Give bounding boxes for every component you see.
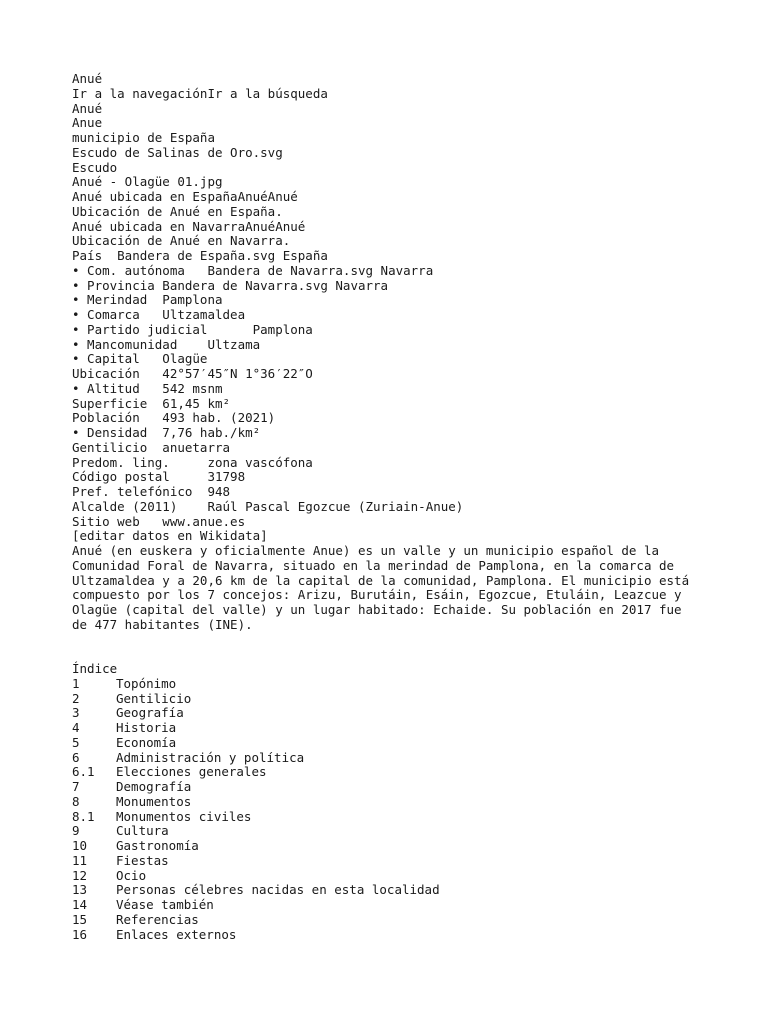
toc-item[interactable] xyxy=(72,780,712,795)
toc-item-label[interactable]: Gastronomía xyxy=(116,838,199,853)
page-title: Anué xyxy=(72,71,103,86)
toc-item-number: 14 xyxy=(72,897,88,912)
toc-item-number: 6.1 xyxy=(72,764,95,780)
toc-item-number: 9 xyxy=(72,823,80,839)
map-spain-caption: Ubicación de Anué en España. xyxy=(72,203,283,219)
toc-item-number: 8 xyxy=(72,793,80,809)
toc-item-number: 10 xyxy=(72,838,88,853)
intro-paragraph-line: Comunidad Foral de Navarra, situado en la merindad de Pamplona, en la comarca de xyxy=(72,557,675,573)
toc-item-label[interactable]: Enlaces externos xyxy=(116,926,237,942)
toc-item[interactable] xyxy=(72,751,712,766)
infobox-row-comarca: • Comarca Ultzamaldea xyxy=(72,307,246,322)
infobox-row-predom-ling: Predom. ling. zona vascófona xyxy=(72,454,313,470)
toc-item-number: 3 xyxy=(72,705,80,721)
toc-item-label[interactable]: Economía xyxy=(116,734,177,750)
toc-item[interactable] xyxy=(72,810,712,825)
toc-item[interactable] xyxy=(72,765,712,780)
toc-item-number: 4 xyxy=(72,720,80,735)
infobox-row-densidad: • Densidad 7,76 hab./km² xyxy=(72,425,261,440)
infobox-row-pref-telefonico: Pref. telefónico 948 xyxy=(72,484,231,499)
toc-item-label[interactable]: Historia xyxy=(116,720,177,735)
toc-item-number: 12 xyxy=(72,867,88,883)
coat-of-arms-file[interactable]: Escudo de Salinas de Oro.svg xyxy=(72,144,283,160)
infobox-row-provincia: • Provincia Bandera de Navarra.svg Navarra xyxy=(72,277,389,293)
map-spain-alt: Anué ubicada en EspañaAnuéAnué xyxy=(72,189,298,204)
document-page xyxy=(72,72,712,942)
intro-paragraph-line: compuesto por los 7 concejos: Arizu, Burutáin, Esáin, Egozcue, Etuláin, Leazcue y xyxy=(72,587,682,603)
toc-item-label[interactable]: Gentilicio xyxy=(116,690,192,706)
toc-item[interactable] xyxy=(72,913,712,928)
toc-item-label[interactable]: Monumentos xyxy=(116,793,192,809)
toc-item[interactable] xyxy=(72,677,712,692)
toc-item-number: 1 xyxy=(72,675,80,691)
table-of-contents xyxy=(72,677,712,943)
toc-item[interactable] xyxy=(72,898,712,913)
toc-item-label[interactable]: Personas célebres nacidas en esta localidad xyxy=(116,882,440,898)
toc-item-label[interactable]: Cultura xyxy=(116,823,169,839)
toc-item-label[interactable]: Véase también xyxy=(116,897,214,912)
toc-item-label[interactable]: Topónimo xyxy=(116,675,177,691)
toc-item-label[interactable]: Referencias xyxy=(116,911,199,927)
toc-title: Índice xyxy=(72,661,118,676)
toc-item[interactable] xyxy=(72,736,712,751)
toc-item[interactable] xyxy=(72,928,712,943)
toc-item[interactable] xyxy=(72,869,712,884)
infobox-row-gentilicio: Gentilicio anuetarra xyxy=(72,439,231,455)
toc-item-number: 6 xyxy=(72,749,80,765)
toc-item-number: 11 xyxy=(72,852,88,868)
infobox-type: municipio de España xyxy=(72,130,215,145)
infobox-row-mancomunidad: • Mancomunidad Ultzama xyxy=(72,336,261,352)
toc-item-number: 8.1 xyxy=(72,808,95,824)
infobox-row-sitio-web[interactable]: Sitio web www.anue.es xyxy=(72,513,246,529)
intro-paragraph-line: Olagüe (capital del valle) y un lugar habitado: Echaide. Su población en 2017 fue xyxy=(72,602,682,617)
toc-item-label[interactable]: Ocio xyxy=(116,867,147,883)
infobox-row-capital: • Capital Olagüe xyxy=(72,351,208,367)
intro-paragraph-line: de 477 habitantes (INE). xyxy=(72,616,253,632)
toc-item[interactable] xyxy=(72,795,712,810)
infobox-row-superficie: Superficie 61,45 km² xyxy=(72,395,231,411)
infobox-row-ubicacion: Ubicación 42°57′45″N 1°36′22″O xyxy=(72,366,313,381)
toc-item-number: 7 xyxy=(72,779,80,794)
infobox-row-merindad: • Merindad Pamplona xyxy=(72,292,223,308)
toc-item[interactable] xyxy=(72,854,712,869)
toc-item[interactable] xyxy=(72,692,712,707)
toc-item[interactable] xyxy=(72,824,712,839)
intro-paragraph-line: Ultzamaldea y a 20,6 km de la capital de la comunidad, Pamplona. El municipio está xyxy=(72,572,690,588)
spacer xyxy=(72,633,712,663)
toc-item-number: 15 xyxy=(72,911,88,927)
infobox-row-pais: País Bandera de España.svg España xyxy=(72,248,328,263)
infobox-official-name: Anue xyxy=(72,115,103,131)
toc-item-number: 16 xyxy=(72,926,88,942)
toc-item-number: 2 xyxy=(72,690,80,706)
map-navarra-caption: Ubicación de Anué en Navarra. xyxy=(72,233,291,249)
toc-item-label[interactable]: Geografía xyxy=(116,705,184,721)
toc-item-label[interactable]: Fiestas xyxy=(116,852,169,868)
coat-of-arms-label: Escudo xyxy=(72,159,118,175)
infobox-row-com-autonoma: • Com. autónoma Bandera de Navarra.svg Navarra xyxy=(72,262,434,278)
toc-item[interactable] xyxy=(72,721,712,736)
infobox-row-alcalde: Alcalde (2011) Raúl Pascal Egozcue (Zuriain-Anue) xyxy=(72,498,464,514)
toc-item[interactable] xyxy=(72,883,712,898)
infobox-row-codigo-postal: Código postal 31798 xyxy=(72,469,246,485)
toc-item-number: 5 xyxy=(72,734,80,750)
map-navarra-alt: Anué ubicada en NavarraAnuéAnué xyxy=(72,218,306,234)
toc-item-label[interactable]: Administración y política xyxy=(116,749,305,765)
infobox-row-altitud: • Altitud 542 msnm xyxy=(72,380,223,396)
infobox-row-partido-judicial: • Partido judicial Pamplona xyxy=(72,321,313,337)
toc-item-number: 13 xyxy=(72,882,88,898)
skip-navigation-links[interactable]: Ir a la navegaciónIr a la búsqueda xyxy=(72,85,328,101)
photo-file[interactable]: Anué - Olagüe 01.jpg xyxy=(72,174,223,190)
toc-item[interactable] xyxy=(72,706,712,721)
infobox-name: Anué xyxy=(72,100,103,116)
intro-paragraph-line: Anué (en euskera y oficialmente Anue) es un valle y un municipio español de la xyxy=(72,543,659,558)
toc-item[interactable] xyxy=(72,839,712,854)
toc-item-label[interactable]: Elecciones generales xyxy=(116,764,267,780)
infobox-row-poblacion: Población 493 hab. (2021) xyxy=(72,410,276,426)
toc-item-label[interactable]: Demografía xyxy=(116,779,192,794)
toc-item-label[interactable]: Monumentos civiles xyxy=(116,808,252,824)
edit-wikidata-link[interactable]: [editar datos en Wikidata] xyxy=(72,528,268,544)
